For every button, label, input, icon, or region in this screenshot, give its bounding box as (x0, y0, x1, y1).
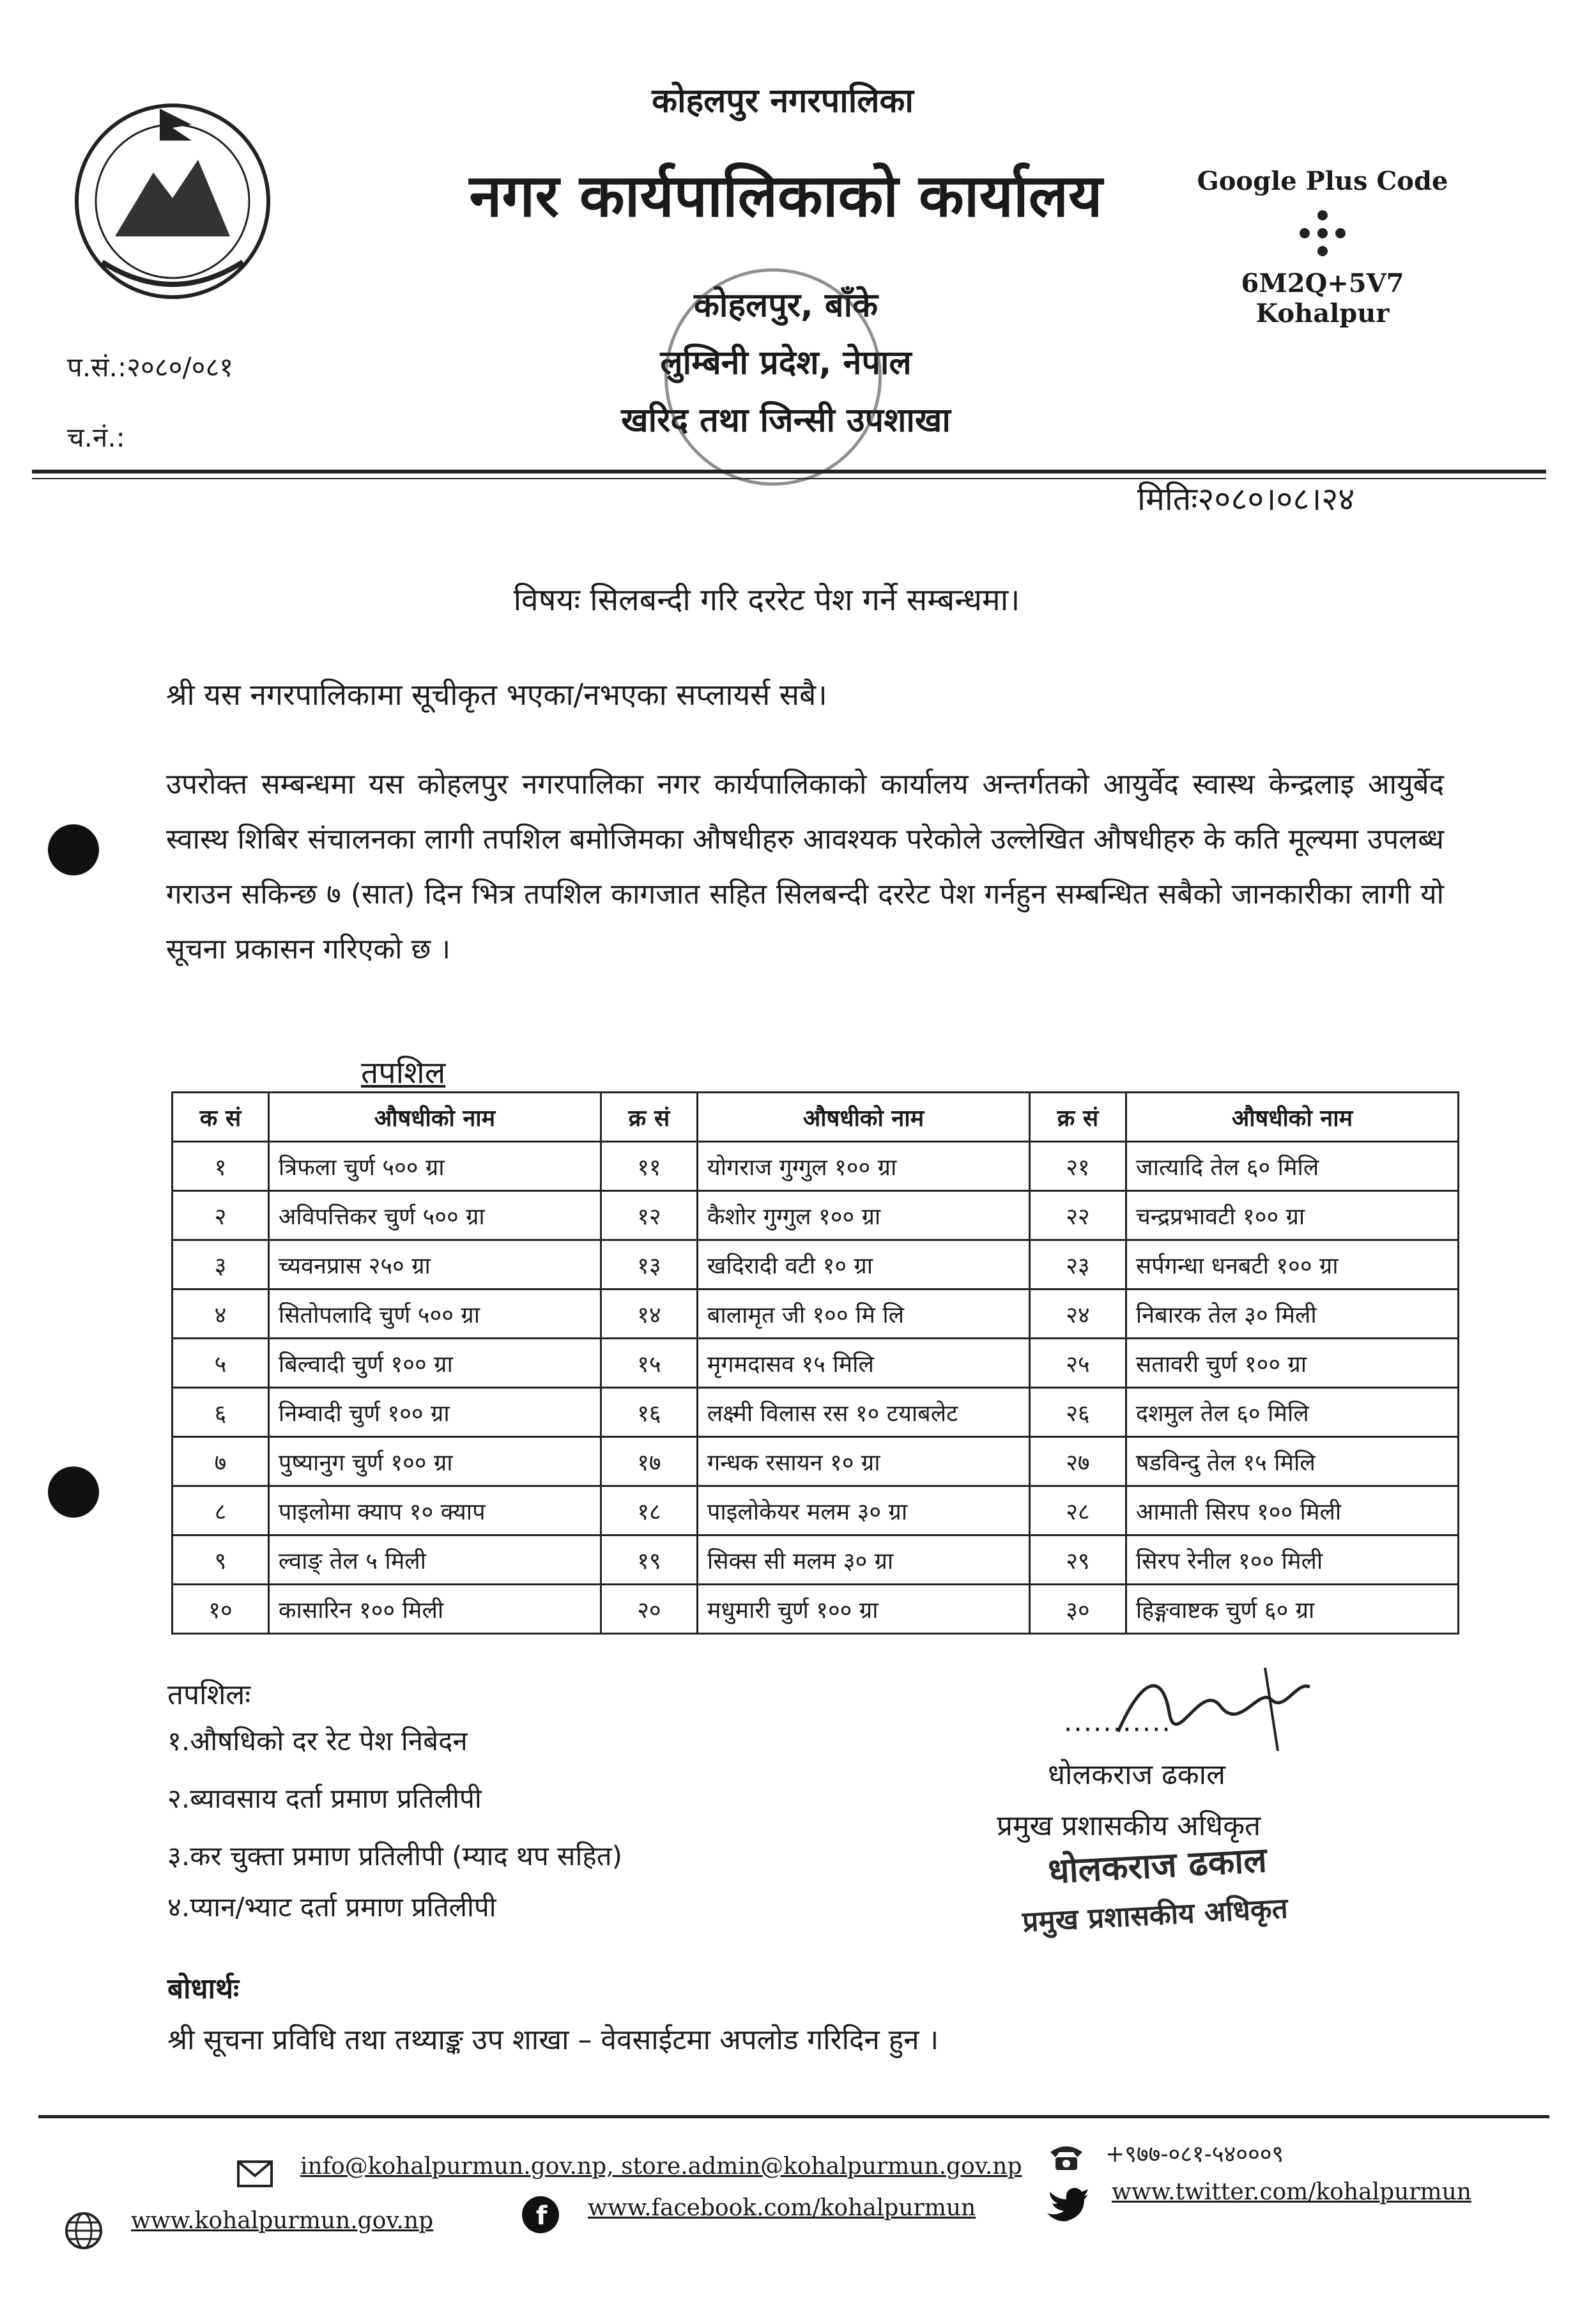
table-caption: तपशिल (361, 1055, 446, 1091)
nepal-emblem-icon (64, 96, 281, 307)
medicine-name-cell: आमाती सिरप १०० मिली (1126, 1486, 1458, 1535)
footer-divider (38, 2115, 1549, 2118)
requirements-title: तपशिलः (167, 1679, 251, 1711)
column-header: औषधीको नाम (1126, 1093, 1458, 1142)
name-stamp: धोलकराज ढकाल (1047, 1840, 1268, 1891)
facebook-icon (521, 2195, 560, 2235)
branch-name: खरिद तथा जिन्सी उपशाखा (621, 401, 951, 440)
medicine-name-cell: जात्यादि तेल ६० मिलि (1126, 1142, 1458, 1191)
letter-date: मितिः२०८०।०८।२४ (1137, 481, 1355, 518)
medicine-name-cell: पाइलोमा क्याप १० क्याप (268, 1486, 601, 1535)
serial-number-cell: २२ (1029, 1191, 1126, 1240)
serial-number-cell: १५ (601, 1339, 697, 1388)
serial-number-cell: २४ (1029, 1289, 1126, 1339)
column-header: औषधीको नाम (697, 1093, 1029, 1142)
header-divider (32, 470, 1546, 473)
letter-body: उपरोक्त सम्बन्धमा यस कोहलपुर नगरपालिका नगर कार्यपालिकाको कार्यालय अन्तर्गतको आयुर्वेद स्वास्थ केन्द्रलाइ आयुर्बेद स्वास्थ शिबिर संचालनका लागी तपशिल बमोजिमका औषधीहरु आवश्यक परेकोले उल्लेखित औषधीहरु के कति मूल्यमा उपलब्ध गराउन सकिन्छ ७ (सात) दिन भित्र तपशिल कागजात सहित सिलबन्दी दररेट पेश गर्नहुन सम्बन्धित सबैको जानकारीका लागी यो सूचना प्रकासन गरिएको छ । (166, 768, 1444, 966)
serial-number-cell: ४ (173, 1289, 269, 1339)
medicine-name-cell: खदिरादी वटी १० ग्रा (697, 1240, 1029, 1289)
table-row (173, 1437, 1459, 1486)
medicine-name-cell: सिक्स सी मलम ३० ग्रा (697, 1535, 1029, 1585)
medicine-name-cell: मधुमारी चुर्ण १०० ग्रा (697, 1585, 1029, 1634)
column-header: औषधीको नाम (268, 1093, 601, 1142)
medicine-name-cell: कासारिन १०० मिली (268, 1585, 601, 1634)
serial-number-cell: ११ (601, 1142, 697, 1191)
serial-number-cell: ८ (173, 1486, 269, 1535)
office-province: लुम्बिनी प्रदेश, नेपाल (660, 344, 912, 382)
footer-twitter[interactable]: www.twitter.com/kohalpurmun (1112, 2179, 1472, 2205)
medicine-name-cell: कैशोर गुग्गुल १०० ग्रा (697, 1191, 1029, 1240)
footer-facebook[interactable]: www.facebook.com/kohalpurmun (588, 2195, 976, 2221)
medicine-name-cell: गन्धक रसायन १० ग्रा (697, 1437, 1029, 1486)
signatory-title: प्रमुख प्रशासकीय अधिकृत (997, 1810, 1261, 1842)
serial-number-cell: १७ (601, 1437, 697, 1486)
medicine-name-cell: अविपत्तिकर चुर्ण ५०० ग्रा (268, 1191, 601, 1240)
cc-title: बोधार्थः (167, 1973, 239, 2005)
reference-number: प.सं.:२०८०/०८१ (67, 351, 234, 383)
medicine-name-cell: निबारक तेल ३० मिली (1126, 1289, 1458, 1339)
serial-number-cell: २६ (1029, 1388, 1126, 1437)
medicine-name-cell: त्रिफला चुर्ण ५०० ग्रा (268, 1142, 601, 1191)
serial-number-cell: १६ (601, 1388, 697, 1437)
medicine-name-cell: लक्ष्मी विलास रस १० टयाबलेट (697, 1388, 1029, 1437)
punch-hole (48, 824, 99, 875)
table-row (173, 1240, 1459, 1289)
serial-number-cell: ६ (173, 1388, 269, 1437)
table-row (173, 1585, 1459, 1634)
medicine-table (171, 1091, 1459, 1635)
requirement-item: २.ब्यावसाय दर्ता प्रमाण प्रतिलीपी (167, 1783, 482, 1814)
footer-website[interactable]: www.kohalpurmun.gov.np (131, 2208, 434, 2234)
office-title: नगर कार्यपालिकाको कार्यालय (469, 162, 1103, 230)
medicine-name-cell: निम्वादी चुर्ण १०० ग्रा (268, 1388, 601, 1437)
footer-phone: +९७७-०८१-५४०००९ (1105, 2141, 1284, 2167)
medicine-name-cell: बिल्वादी चुर्ण १०० ग्रा (268, 1339, 601, 1388)
medicine-name-cell: ल्वाङ् तेल ५ मिली (268, 1535, 601, 1585)
serial-number-cell: ७ (173, 1437, 269, 1486)
dispatch-number: च.नं.: (67, 422, 125, 453)
serial-number-cell: ९ (173, 1535, 269, 1585)
serial-number-cell: १२ (601, 1191, 697, 1240)
medicine-name-cell: बालामृत जी १०० मि लि (697, 1289, 1029, 1339)
requirement-item: ३.कर चुक्ता प्रमाण प्रतिलीपी (म्याद थप सहित) (167, 1840, 622, 1872)
medicine-name-cell: चन्द्रप्रभावटी १०० ग्रा (1126, 1191, 1458, 1240)
requirement-item: ४.प्यान/भ्याट दर्ता प्रमाण प्रतिलीपी (167, 1891, 496, 1923)
phone-icon (1048, 2141, 1085, 2173)
footer-email[interactable]: info@kohalpurmun.gov.np, store.admin@kohalpurmun.gov.np (300, 2153, 1022, 2180)
serial-number-cell: ५ (173, 1339, 269, 1388)
municipality-name: कोहलपुर नगरपालिका (652, 82, 914, 120)
medicine-name-cell: सर्पगन्धा धनबटी १०० ग्रा (1126, 1240, 1458, 1289)
table-row (173, 1289, 1459, 1339)
table-row (173, 1486, 1459, 1535)
globe-icon (64, 2211, 104, 2251)
table-row (173, 1535, 1459, 1585)
table-row (173, 1388, 1459, 1437)
serial-number-cell: २३ (1029, 1240, 1126, 1289)
serial-number-cell: २ (173, 1191, 269, 1240)
medicine-name-cell: षडविन्दु तेल १५ मिलि (1126, 1437, 1458, 1486)
serial-number-cell: २९ (1029, 1535, 1126, 1585)
serial-number-cell: २५ (1029, 1339, 1126, 1388)
signature-dots: ........... (1064, 1706, 1172, 1737)
medicine-name-cell: हिङ्गवाष्टक चुर्ण ६० ग्रा (1126, 1585, 1458, 1634)
office-location: कोहलपुर, बाँके (693, 286, 879, 325)
serial-number-cell: २८ (1029, 1486, 1126, 1535)
table-row (173, 1142, 1459, 1191)
medicine-name-cell: मृगमदासव १५ मिलि (697, 1339, 1029, 1388)
punch-hole (48, 1466, 99, 1518)
svg-text:f: f (536, 2201, 548, 2231)
office-stamp (664, 268, 882, 486)
table-row (173, 1191, 1459, 1240)
email-icon (236, 2160, 273, 2188)
table-row (173, 1339, 1459, 1388)
requirement-item: १.औषधिको दर रेट पेश निबेदन (167, 1725, 468, 1757)
column-header: क्र सं (601, 1093, 697, 1142)
medicine-name-cell: सतावरी चुर्ण १०० ग्रा (1126, 1339, 1458, 1388)
medicine-name-cell: दशमुल तेल ६० मिलि (1126, 1388, 1458, 1437)
twitter-icon (1045, 2185, 1089, 2224)
plus-code-icon (1297, 208, 1348, 259)
column-header: क सं (173, 1093, 269, 1142)
letter-subject: विषयः सिलबन्दी गरि दररेट पेश गर्ने सम्बन्धमा। (513, 582, 1020, 618)
serial-number-cell: १३ (601, 1240, 697, 1289)
medicine-name-cell: पाइलोकेयर मलम ३० ग्रा (697, 1486, 1029, 1535)
title-stamp: प्रमुख प्रशासकीय अधिकृत (1022, 1892, 1289, 1939)
medicine-name-cell: योगराज गुग्गुल १०० ग्रा (697, 1142, 1029, 1191)
column-header: क्र सं (1029, 1093, 1126, 1142)
serial-number-cell: ३ (173, 1240, 269, 1289)
cc-line: श्री सूचना प्रविधि तथा तथ्याङ्क उप शाखा – वेवसाईटमा अपलोड गरिदिन हुन । (167, 2024, 939, 2056)
plus-code-label: Google Plus Code (1197, 166, 1448, 196)
medicine-name-cell: सिरप रेनील १०० मिली (1126, 1535, 1458, 1585)
serial-number-cell: १९ (601, 1535, 697, 1585)
letter-salutation: श्री यस नगरपालिकामा सूचीकृत भएका/नभएका सप्लायर्स सबै। (166, 677, 827, 712)
table-header-row (173, 1093, 1459, 1142)
serial-number-cell: २० (601, 1585, 697, 1634)
serial-number-cell: १८ (601, 1486, 697, 1535)
serial-number-cell: १ (173, 1142, 269, 1191)
serial-number-cell: १४ (601, 1289, 697, 1339)
serial-number-cell: २१ (1029, 1142, 1126, 1191)
medicine-name-cell: पुष्यानुग चुर्ण १०० ग्रा (268, 1437, 601, 1486)
medicine-name-cell: च्यवनप्रास २५० ग्रा (268, 1240, 601, 1289)
serial-number-cell: ३० (1029, 1585, 1126, 1634)
signatory-name: धोलकराज ढकाल (1048, 1758, 1225, 1791)
medicine-name-cell: सितोपलादि चुर्ण ५०० ग्रा (268, 1289, 601, 1339)
plus-code-value: 6M2Q+5V7 Kohalpur (1241, 268, 1404, 328)
serial-number-cell: १० (173, 1585, 269, 1634)
serial-number-cell: २७ (1029, 1437, 1126, 1486)
